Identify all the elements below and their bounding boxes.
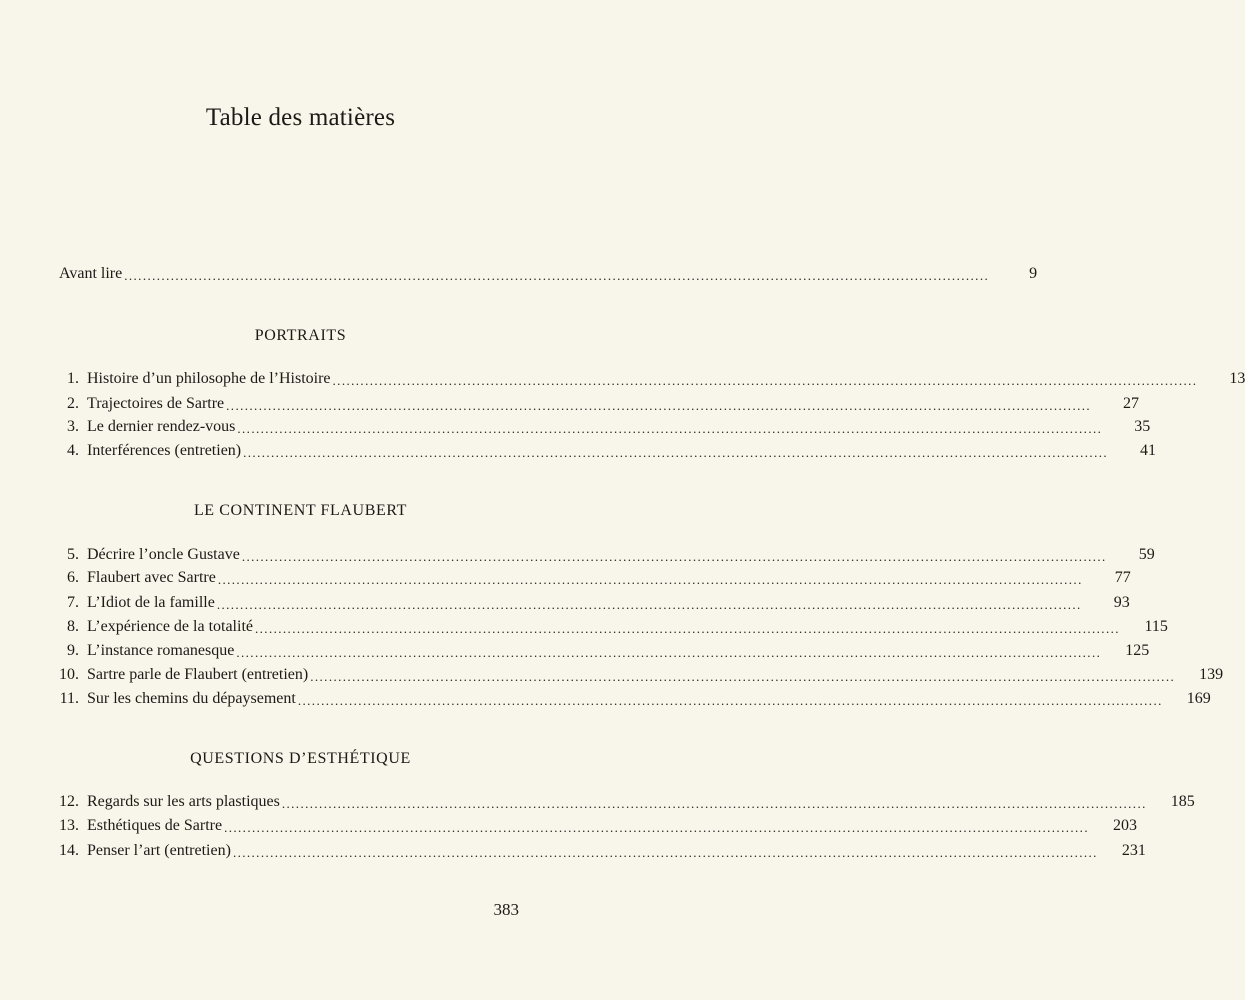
- toc-entry: [59, 416, 1151, 438]
- toc-entry-page: 13: [1229, 370, 1245, 387]
- dot-leader: ..........................................................................................................................................................................................: [236, 645, 1102, 660]
- dot-leader: ..........................................................................................................................................................................................: [332, 373, 1198, 388]
- toc-entry-title: Interférences (entretien): [87, 442, 242, 459]
- toc-entry-number: 12.: [59, 793, 79, 810]
- toc-entry-number: 8.: [67, 618, 79, 635]
- toc-entry-number: 3.: [67, 418, 79, 435]
- page-title: Table des matières: [205, 104, 396, 131]
- toc-entry-title: Histoire d’un philosophe de l’Histoire: [87, 370, 331, 387]
- toc-entry-title: Décrire l’oncle Gustave: [87, 546, 240, 563]
- dot-leader: ..........................................................................................................................................................................................: [297, 693, 1163, 708]
- dot-leader: ..........................................................................................................................................................................................: [232, 845, 1098, 860]
- toc-entry-page: 35: [1134, 418, 1151, 435]
- dot-leader: ..........................................................................................................................................................................................: [124, 268, 990, 283]
- toc-entry: [59, 440, 1157, 462]
- dot-leader: ..........................................................................................................................................................................................: [255, 621, 1120, 636]
- toc-entry-title: Regards sur les arts plastiques: [87, 793, 280, 810]
- toc-entry-title: Penser l’art (entretien): [87, 842, 231, 859]
- toc-entry-number: 9.: [67, 642, 79, 659]
- toc-entry-title: Sartre parle de Flaubert (entretien): [87, 666, 309, 683]
- toc-entry-title: Avant lire: [59, 265, 123, 282]
- toc-entry-number: 10.: [59, 666, 79, 683]
- toc-entry-page: 185: [1170, 793, 1195, 810]
- toc-entry-title: Trajectoires de Sartre: [87, 395, 225, 412]
- toc-entry-page: 231: [1121, 842, 1146, 859]
- toc-entry-number: 2.: [67, 395, 79, 412]
- toc-entry-number: 7.: [67, 594, 79, 611]
- toc-entry: [59, 567, 1131, 589]
- toc-entry-page: 115: [1144, 618, 1168, 635]
- section-heading: LE CONTINENT FLAUBERT: [193, 502, 408, 519]
- dot-leader: ..........................................................................................................................................................................................: [217, 572, 1083, 587]
- toc-entry: [59, 393, 1140, 415]
- toc-entry: [59, 640, 1150, 662]
- toc-entry-page: 27: [1123, 395, 1140, 412]
- toc-entry-page: 203: [1112, 817, 1137, 834]
- dot-leader: ..........................................................................................................................................................................................: [224, 820, 1089, 835]
- toc-entry: [59, 688, 1211, 710]
- toc-entry-title: Flaubert avec Sartre: [87, 569, 216, 586]
- toc-entry-number: 6.: [67, 569, 79, 586]
- toc-entry-number: 5.: [67, 546, 79, 563]
- toc-entry: [59, 544, 1155, 566]
- toc-entry-number: 11.: [59, 690, 79, 707]
- toc-entry-title: Sur les chemins du dépaysement: [87, 690, 296, 707]
- toc-entry-title: Esthétiques de Sartre: [87, 817, 223, 834]
- toc-entry: [59, 368, 1245, 390]
- toc-entry-page: 169: [1186, 690, 1211, 707]
- dot-leader: ..........................................................................................................................................................................................: [241, 549, 1107, 564]
- toc-entry-page: 77: [1114, 569, 1131, 586]
- toc-entry: [59, 616, 1168, 638]
- toc-entry-number: 1.: [67, 370, 79, 387]
- dot-leader: ..........................................................................................................................................................................................: [310, 669, 1176, 684]
- dot-leader: ..........................................................................................................................................................................................: [237, 421, 1103, 436]
- toc-entry-title: Le dernier rendez-vous: [87, 418, 236, 435]
- dot-leader: ..........................................................................................................................................................................................: [216, 597, 1082, 612]
- toc-entry: [59, 592, 1130, 614]
- toc-entry-page: 41: [1140, 442, 1157, 459]
- section-heading: QUESTIONS D’ESTHÉTIQUE: [190, 750, 411, 767]
- toc-entry-page: 9: [1029, 265, 1038, 282]
- dot-leader: ..........................................................................................................................................................................................: [281, 796, 1147, 811]
- dot-leader: ..........................................................................................................................................................................................: [243, 445, 1109, 460]
- page-number: 383: [493, 900, 519, 919]
- toc-entry-title: L’instance romanesque: [87, 642, 235, 659]
- toc-entry-intro: [59, 263, 1038, 285]
- toc-entry-page: 139: [1199, 666, 1224, 683]
- toc-entry: [59, 840, 1146, 862]
- toc-entry-page: 125: [1125, 642, 1150, 659]
- toc-entry-number: 14.: [59, 842, 79, 859]
- toc-entry: [59, 664, 1224, 686]
- section-heading: PORTRAITS: [254, 327, 347, 344]
- dot-leader: ..........................................................................................................................................................................................: [226, 398, 1092, 413]
- toc-entry-title: L’Idiot de la famille: [87, 594, 215, 611]
- toc-entry-page: 93: [1113, 594, 1130, 611]
- toc-entry-number: 4.: [67, 442, 79, 459]
- toc-entry-title: L’expérience de la totalité: [87, 618, 253, 635]
- toc-entry: [59, 791, 1195, 813]
- toc-entry-page: 59: [1138, 546, 1155, 563]
- toc-entry: [59, 815, 1137, 837]
- toc-entry-number: 13.: [59, 817, 79, 834]
